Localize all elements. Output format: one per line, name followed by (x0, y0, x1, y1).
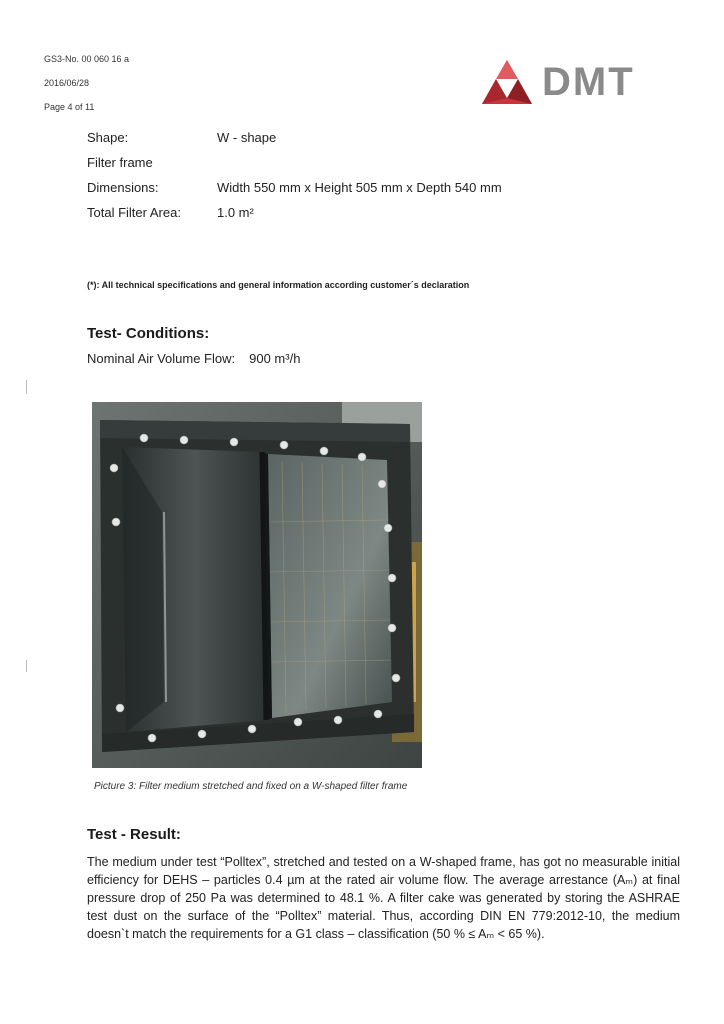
test-result-paragraph: The medium under test “Polltex”, stretched and tested on a W-shaped frame, has got no measurable initial efficiency for DEHS – particles 0.4 µm at the rated air volume flow. The average arrestance (Aₘ) at final pressure drop of 250 Pa was determined to 48.1 %. A filter cake was generated by storing the ASHRAE test dust on the surface of the “Polltex” material. Thus, according DIN EN 779:2012-10, the medium doesn`t match the requirements for a G1 class – classification (50 % ≤ Aₘ < 65 %). (87, 855, 680, 941)
spec-value: Width 550 mm x Height 505 mm x Depth 540 mm (217, 180, 502, 195)
spec-dimensions (87, 180, 502, 195)
document-date: 2016/06/28 (44, 78, 90, 88)
spec-value: 1.0 m² (217, 205, 254, 220)
filter-frame-illustration (92, 402, 422, 768)
dmt-logo-mark (480, 58, 534, 106)
document-number: GS3-No. 00 060 16 a (44, 54, 130, 64)
flow-value: 900 m³/h (249, 351, 301, 366)
spec-shape (87, 130, 277, 145)
spec-filter-frame (87, 155, 153, 170)
footnote: (*): All technical specifications and general information according customer´s declaration (87, 280, 470, 290)
picture-caption: Picture 3: Filter medium stretched and fixed on a W-shaped filter frame (94, 781, 408, 792)
spec-total-area (87, 205, 254, 220)
spec-label: Dimensions: (87, 180, 159, 195)
test-conditions-title: Test- Conditions: (87, 325, 210, 342)
logo-wordmark: DMT (542, 60, 635, 104)
filter-photo (92, 402, 422, 768)
scan-mark (26, 380, 27, 394)
spec-label: Filter frame (87, 155, 153, 170)
test-result-title: Test - Result: (87, 826, 181, 843)
spec-value: W - shape (217, 130, 277, 145)
spec-label: Shape: (87, 130, 129, 145)
spec-label: Total Filter Area: (87, 205, 181, 220)
page-number: Page 4 of 11 (44, 102, 95, 112)
flow-label: Nominal Air Volume Flow: (87, 351, 236, 366)
scan-mark (26, 660, 27, 672)
air-volume-flow (87, 351, 300, 366)
dmt-logo (480, 58, 670, 106)
